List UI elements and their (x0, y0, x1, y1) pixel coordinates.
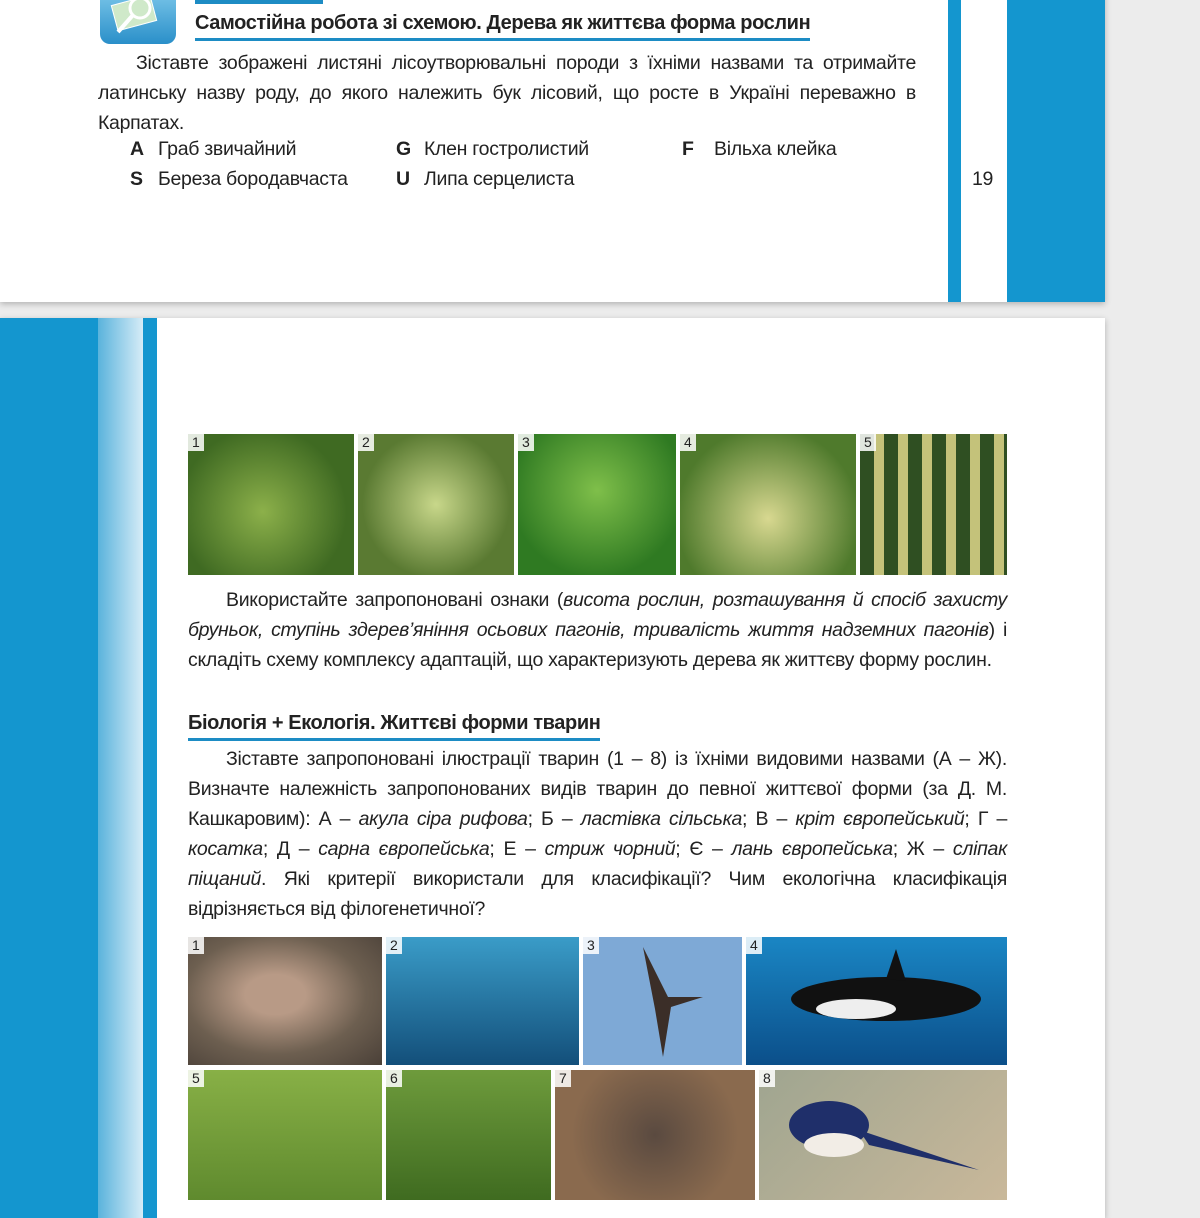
animal-photo-fallow-deer (188, 1070, 382, 1200)
image-number-label: 5 (860, 434, 876, 451)
task-paragraph: Зіставте зображені листяні лісоутворювальні породи з їхніми назвами та отримайте латинську назву роду, до якого належить бук лісовий, що росте в Україні переважно в Карпатах. (98, 52, 916, 134)
animal-photo-mole-rat (188, 937, 382, 1065)
page-number: 19 (972, 168, 994, 190)
option-g: G Клен гостролистий (396, 138, 589, 160)
image-number-label: 6 (386, 1070, 402, 1087)
task-paragraph-plants: Використайте запропоновані ознаки (висота рослин, розташування й спосіб захисту бруньок, ступінь здерев’яніння осьових пагонів, тривалість життя надземних пагонів) і складіть схему комплексу адаптацій, що характеризують дерева як життєву форму рослин. (188, 589, 1007, 671)
animal-photo-swallow (759, 1070, 1007, 1200)
image-number-label: 8 (759, 1070, 775, 1087)
option-a: A Граб звичайний (130, 138, 297, 160)
option-f: F Вільха клейка (682, 138, 837, 160)
image-number-label: 1 (188, 434, 204, 451)
image-number-label: 2 (358, 434, 374, 451)
page-margin-band (0, 318, 98, 1218)
option-u: U Липа серцелиста (396, 168, 575, 190)
image-number-label: 3 (583, 937, 599, 954)
plant-photo-birch-catkins (860, 434, 1007, 575)
page-margin-band (1007, 0, 1105, 302)
textbook-page-20 (0, 318, 1105, 1218)
page-stripe (143, 318, 157, 1218)
image-number-label: 3 (518, 434, 534, 451)
page-stripe (948, 0, 961, 302)
plant-photo-maple (518, 434, 676, 575)
image-number-label: 1 (188, 937, 204, 954)
animal-photo-swift (583, 937, 742, 1065)
section-heading: Самостійна робота зі схемою. Дерева як життєва форма рослин (195, 10, 810, 41)
animal-photo-orca (746, 937, 1007, 1065)
map-magnifier-icon (100, 0, 176, 44)
section-heading-animals: Біологія + Екологія. Життєві форми тварин (188, 710, 600, 741)
animal-photo-mole (555, 1070, 755, 1200)
image-number-label: 5 (188, 1070, 204, 1087)
option-s: S Береза бородавчаста (130, 168, 348, 190)
plant-photo-hornbeam (188, 434, 354, 575)
textbook-page-19 (0, 0, 1105, 302)
animal-photo-roe-deer (386, 1070, 551, 1200)
animal-photo-shark (386, 937, 579, 1065)
plant-photo-hop (358, 434, 514, 575)
plant-photo-linden (680, 434, 856, 575)
image-number-label: 2 (386, 937, 402, 954)
image-number-label: 4 (746, 937, 762, 954)
image-number-label: 4 (680, 434, 696, 451)
image-number-label: 7 (555, 1070, 571, 1087)
task-paragraph-animals: Зіставте запропоновані ілюстрації тварин (1 – 8) із їхніми видовими назвами (А – Ж). Визначте належність запропонованих видів тварин до певної життєвої форми (за Д. М. Кашкаровим): А – акула сіра рифова; Б – ластівка сільська; В – кріт європейський; Г – косатка; Д – сарна європейська; Е – стриж чорний; Є – лань європейська; Ж – сліпак піщаний. Які критерії використали для класифікації? Чим екологічна класифікація відрізняється від філогенетичної? (188, 748, 1008, 920)
